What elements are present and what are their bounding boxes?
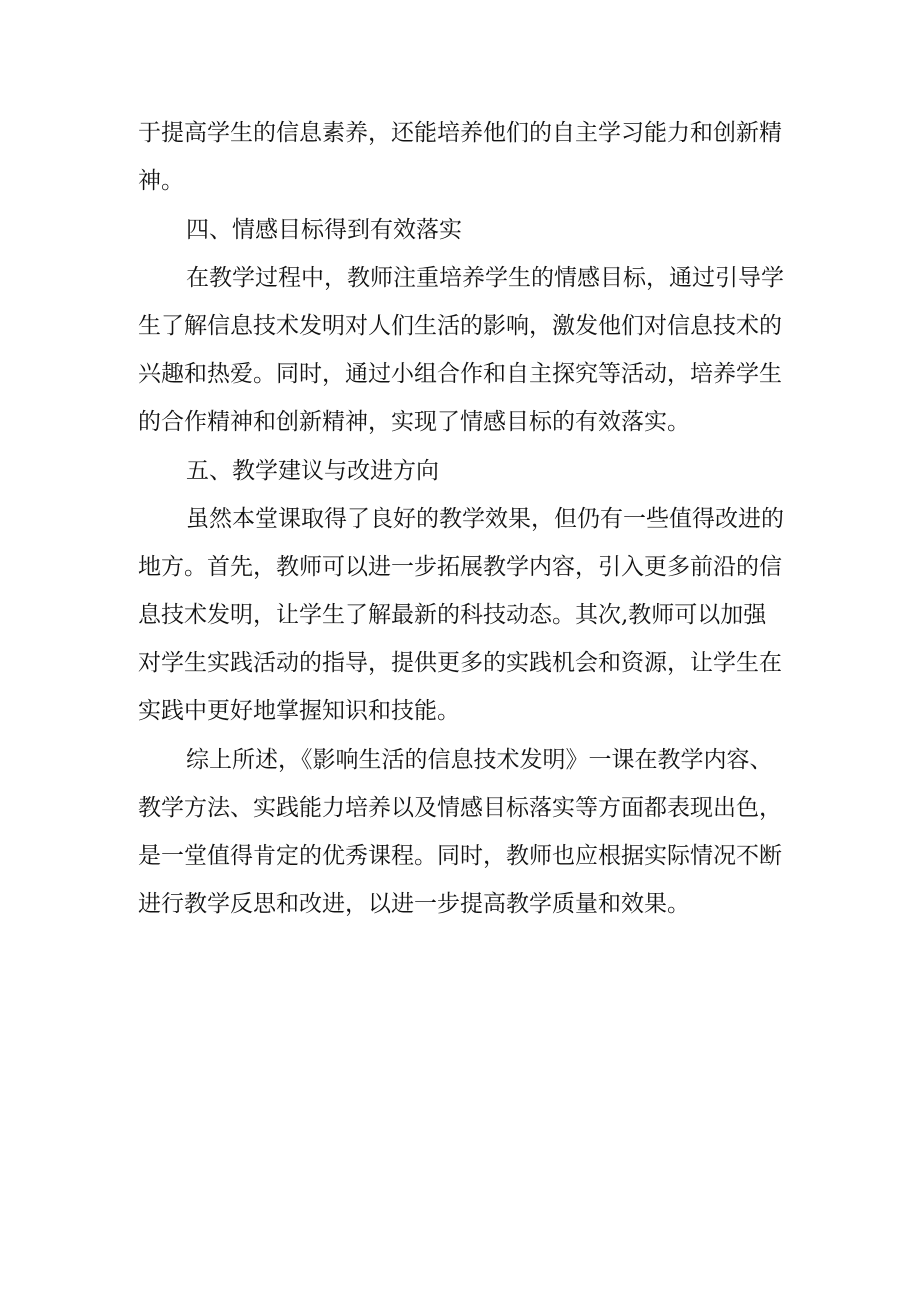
paragraph-line: 教学方法、实践能力培养以及情感目标落实等方面都表现出色，: [138, 795, 782, 821]
paragraph-line: 息技术发明，让学生了解最新的科技动态。其次,教师可以加强: [138, 602, 767, 628]
paragraph-line: 对学生实践活动的指导，提供更多的实践机会和资源，让学生在: [138, 650, 782, 676]
paragraph-line: 生了解信息技术发明对人们生活的影响，激发他们对信息技术的: [138, 313, 782, 339]
paragraph-line: 综上所述，《影响生活的信息技术发明》一课在教学内容、: [186, 747, 773, 773]
paragraph-line: 神。: [138, 168, 184, 194]
paragraph-line: 于提高学生的信息素养，还能培养他们的自主学习能力和创新精: [138, 120, 782, 146]
paragraph-line: 兴趣和热爱。同时，通过小组合作和自主探究等活动，培养学生: [138, 361, 782, 387]
paragraph-line: 的合作精神和创新精神，实现了情感目标的有效落实。: [138, 409, 690, 435]
section-heading: 四、情感目标得到有效落实: [186, 217, 462, 243]
paragraph-line: 是一堂值得肯定的优秀课程。同时，教师也应根据实际情况不断: [138, 843, 782, 869]
paragraph-line: 实践中更好地掌握知识和技能。: [138, 698, 460, 724]
section-heading: 五、教学建议与改进方向: [186, 458, 439, 484]
paragraph-line: 进行教学反思和改进，以进一步提高教学质量和效果。: [138, 891, 690, 917]
paragraph-line: 在教学过程中，教师注重培养学生的情感目标，通过引导学: [186, 265, 784, 291]
paragraph-line: 虽然本堂课取得了良好的教学效果，但仍有一些值得改进的: [186, 506, 784, 532]
paragraph-line: 地方。首先，教师可以进一步拓展教学内容，引入更多前沿的信: [138, 554, 782, 580]
